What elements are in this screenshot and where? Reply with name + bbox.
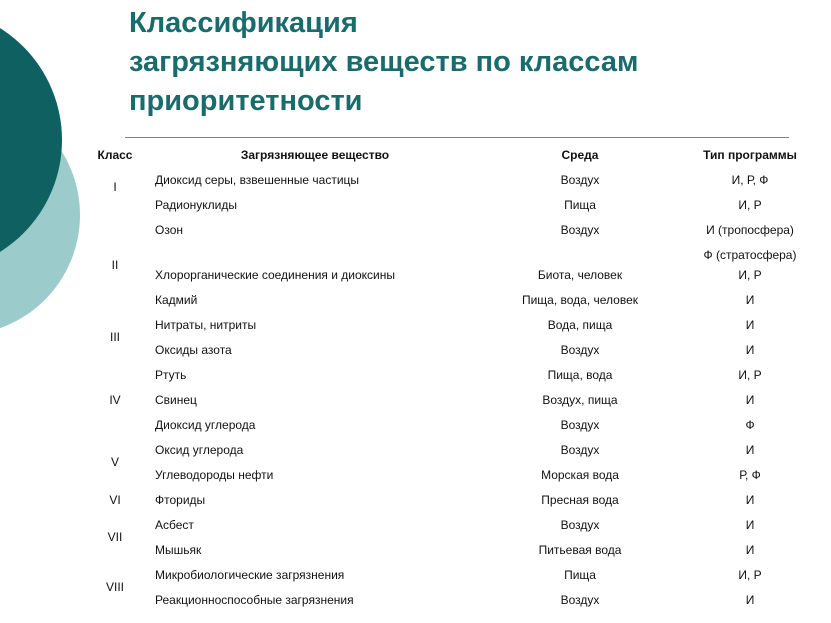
class-label: VII (107, 530, 123, 544)
table-row (90, 563, 810, 588)
header-environment: Среда (561, 148, 599, 162)
substance-cell: Кадмий (155, 293, 198, 307)
table-row (90, 193, 810, 218)
environment-cell: Биота, человек (537, 268, 623, 282)
program-cell: И (745, 293, 755, 307)
program-cell: И (745, 443, 755, 457)
substance-cell: Углеводороды нефти (155, 468, 274, 482)
environment-cell: Воздух (560, 223, 600, 237)
substance-cell: Свинец (155, 393, 197, 407)
program-cell: И, Р (738, 368, 762, 382)
environment-cell: Пища (564, 198, 596, 212)
substance-cell: Ртуть (155, 368, 187, 382)
header-substance: Загрязняющее вещество (240, 148, 390, 162)
table-row (90, 538, 810, 563)
environment-cell: Воздух, пища (542, 393, 618, 407)
program-cell: И, Р (738, 568, 762, 582)
environment-cell: Воздух (560, 593, 600, 607)
substance-cell: Оксид углерода (155, 443, 244, 457)
program-cell: И (745, 493, 755, 507)
substance-cell: Диоксид углерода (155, 418, 256, 432)
table-row (90, 463, 810, 488)
header-class: Класс (97, 148, 133, 162)
substance-cell: Радионуклиды (155, 198, 238, 212)
title-divider (125, 137, 789, 138)
class-label: I (113, 180, 117, 194)
class-label: IV (109, 393, 121, 407)
class-label: V (110, 455, 119, 469)
substance-cell: Микробиологические загрязнения (155, 568, 345, 582)
program-cell (685, 218, 815, 268)
table-row (90, 313, 810, 338)
title-line-1: Классификация (129, 7, 358, 39)
environment-cell: Питьевая вода (538, 543, 622, 557)
program-cell: И, Р, Ф (731, 173, 769, 187)
program-line-2: Ф (стратосфера) (703, 248, 797, 262)
class-label: VI (109, 493, 121, 507)
title-line-2: загрязняющих веществ по классам (129, 46, 639, 78)
table-row (90, 388, 810, 413)
program-cell: И (745, 318, 755, 332)
environment-cell: Пища, вода, человек (521, 293, 639, 307)
substance-cell: Озон (155, 223, 184, 237)
title-line-3: приоритетности (129, 85, 363, 117)
class-label: III (109, 330, 120, 344)
table-row (90, 488, 810, 513)
header-program: Тип программы (703, 148, 797, 162)
substance-cell: Хлорорганические соединения и диоксины (155, 268, 395, 282)
class-label: VIII (105, 580, 124, 594)
program-cell: И (745, 393, 755, 407)
table-row (90, 338, 810, 363)
substance-cell: Оксиды азота (155, 343, 232, 357)
environment-cell: Пища (564, 568, 596, 582)
program-line-1: И (тропосфера) (706, 223, 794, 237)
table-row (90, 413, 810, 438)
program-cell: И (745, 593, 755, 607)
table-row (90, 218, 810, 262)
table-row (90, 288, 810, 313)
substance-cell: Диоксид серы, взвешенные частицы (155, 173, 360, 187)
table-row (90, 513, 810, 538)
environment-cell: Вода, пища (547, 318, 613, 332)
substance-cell: Асбест (155, 518, 194, 532)
table-row (90, 263, 810, 288)
program-cell: И (745, 518, 755, 532)
environment-cell: Морская вода (541, 468, 619, 482)
class-label: II (111, 258, 119, 272)
table-row (90, 168, 810, 193)
environment-cell: Пресная вода (541, 493, 619, 507)
program-cell: И (745, 543, 755, 557)
program-cell: И, Р (738, 198, 762, 212)
program-cell: И, Р (738, 268, 762, 282)
environment-cell: Воздух (560, 518, 600, 532)
environment-cell: Воздух (560, 173, 600, 187)
substance-cell: Мышьяк (155, 543, 202, 557)
environment-cell: Пища, вода (547, 368, 613, 382)
program-cell: Ф (745, 418, 755, 432)
page-title (129, 4, 639, 121)
substance-cell: Фториды (155, 493, 206, 507)
program-cell: И (745, 343, 755, 357)
environment-cell: Воздух (560, 418, 600, 432)
program-cell: Р, Ф (739, 468, 761, 482)
substance-cell: Нитраты, нитриты (155, 318, 257, 332)
environment-cell: Воздух (560, 343, 600, 357)
table-row (90, 588, 810, 613)
substance-cell: Реакционноспособные загрязнения (155, 593, 354, 607)
table-header (90, 143, 810, 168)
table-row (90, 363, 810, 388)
environment-cell: Воздух (560, 443, 600, 457)
table-row (90, 438, 810, 463)
